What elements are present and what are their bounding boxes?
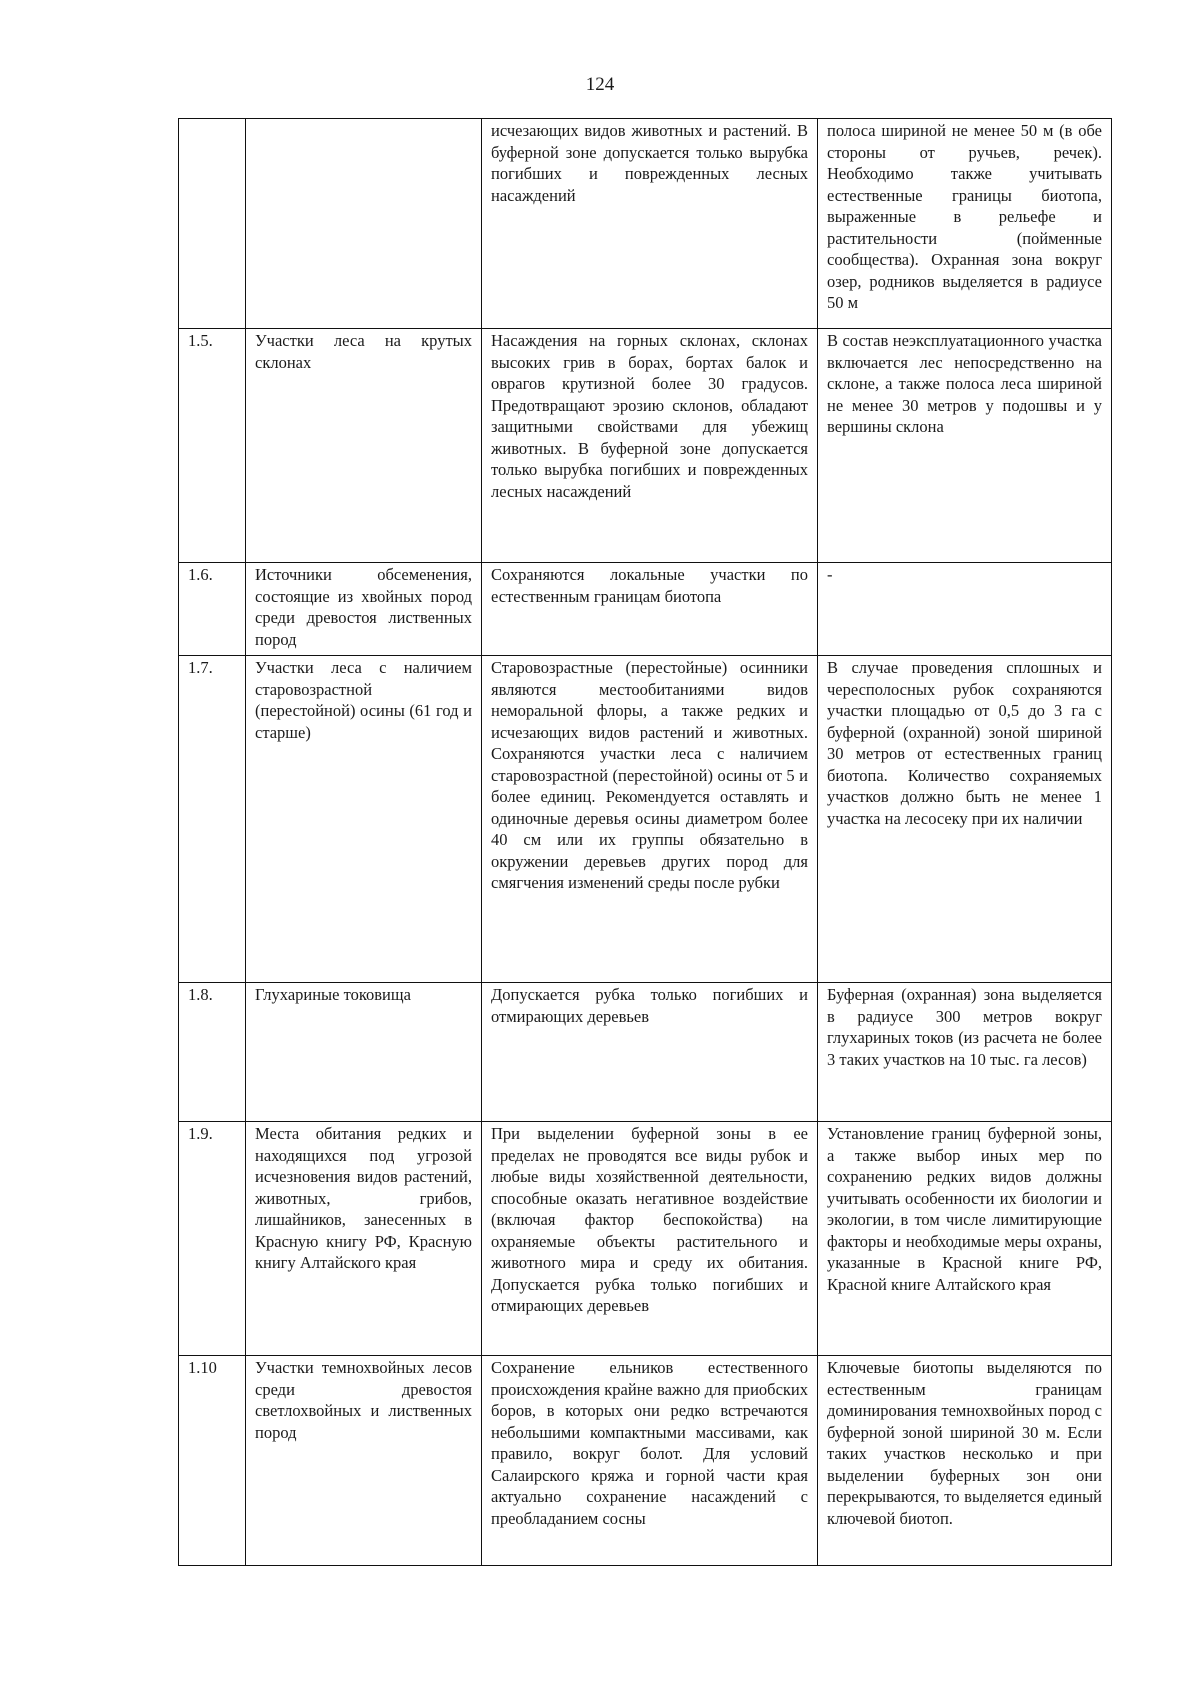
biotope-name: Источники обсеменения, состоящие из хвойных пород среди древостоя лиственных пород [246,563,482,656]
row-number: 1.6. [179,563,246,656]
row-number [179,119,246,329]
biotope-description: Сохраняются локальные участки по естественным границам биотопа [482,563,818,656]
biotope-description: Сохранение ельников естественного происхождения крайне важно для приобских боров, в которых они редко встречаются небольшими компактными массивами, как правило, вокруг болот. Для условий Салаирского кряжа и горной части края актуально сохранение насаждений с преобладанием сосны [482,1356,818,1566]
biotope-description: Допускается рубка только погибших и отмирающих деревьев [482,983,818,1122]
biotope-name: Участки леса с наличием старовозрастной (перестойной) осины (61 год и старше) [246,656,482,983]
biotope-note: В случае проведения сплошных и чересполосных рубок сохраняются участки площадью от 0,5 до 3 га с буферной (охранной) зоной шириной 30 метров от естественных границ биотопа. Количество сохраняемых участков должно быть не менее 1 участка на лесосеку при их наличии [818,656,1112,983]
table-row [179,983,1112,1122]
page-number: 124 [585,74,615,95]
row-number: 1.7. [179,656,246,983]
biotope-description: При выделении буферной зоны в ее пределах не проводятся все виды рубок и любые виды хозяйственной деятельности, способные оказать негативное воздействие (включая фактор беспокойства) на охраняемые объекты растительного и животного мира и среду их обитания. Допускается рубка только погибших и отмирающих деревьев [482,1122,818,1356]
biotope-name [246,119,482,329]
biotope-name: Глухариные токовища [246,983,482,1122]
biotope-description: Насаждения на горных склонах, склонах высоких грив в борах, бортах балок и оврагов крутизной более 30 градусов. Предотвращают эрозию склонов, обладают защитными свойствами для убежищ животных. В буферной зоне допускается только вырубка погибших и поврежденных лесных насаждений [482,329,818,563]
row-number: 1.10 [179,1356,246,1566]
table-row [179,329,1112,563]
biotope-description: исчезающих видов животных и растений. В буферной зоне допускается только вырубка погибших и поврежденных лесных насаждений [482,119,818,329]
row-number: 1.9. [179,1122,246,1356]
biotope-description: Старовозрастные (перестойные) осинники являются местообитаниями видов неморальной флоры, а также редких и исчезающих видов растений и животных. Сохраняются участки леса с наличием старовозрастной (перестойной) осины от 5 и более единиц. Рекомендуется оставлять и одиночные деревья осины диаметром более 40 см или их группы обязательно в окружении деревьев других пород для смягчения изменений среды после рубки [482,656,818,983]
table-row [179,1122,1112,1356]
row-number: 1.8. [179,983,246,1122]
biotope-name: Участки леса на крутых склонах [246,329,482,563]
biotope-note: - [818,563,1112,656]
table-row [179,563,1112,656]
table-row [179,1356,1112,1566]
biotope-name: Места обитания редких и находящихся под угрозой исчезновения видов растений, животных, грибов, лишайников, занесенных в Красную книгу РФ, Красную книгу Алтайского края [246,1122,482,1356]
biotope-note: Установление границ буферной зоны, а также выбор иных мер по сохранению редких видов должны учитывать особенности их биологии и экологии, в том числе лимитирующие факторы и необходимые меры охраны, указанные в Красной книге РФ, Красной книге Алтайского края [818,1122,1112,1356]
biotope-note: Ключевые биотопы выделяются по естественным границам доминирования темнохвойных пород с буферной зоной шириной 30 м. Если таких участков несколько и при выделении буферных зон они перекрываются, то выделяется единый ключевой биотоп. [818,1356,1112,1566]
biotope-note: Буферная (охранная) зона выделяется в радиусе 300 метров вокруг глухариных токов (из расчета не более 3 таких участков на 10 тыс. га лесов) [818,983,1112,1122]
table-row [179,656,1112,983]
biotope-note: полоса шириной не менее 50 м (в обе стороны от ручьев, речек). Необходимо также учитывать естественные границы биотопа, выраженные в рельефе и растительности (пойменные сообщества). Охранная зона вокруг озер, родников выделяется в радиусе 50 м [818,119,1112,329]
row-number: 1.5. [179,329,246,563]
table-row [179,119,1112,329]
biotope-name: Участки темнохвойных лесов среди древостоя светлохвойных и лиственных пород [246,1356,482,1566]
biotope-table [178,118,1112,1566]
biotope-note: В состав неэксплуатационного участка включается лес непосредственно на склоне, а также полоса леса шириной не менее 30 метров у подошвы и у вершины склона [818,329,1112,563]
